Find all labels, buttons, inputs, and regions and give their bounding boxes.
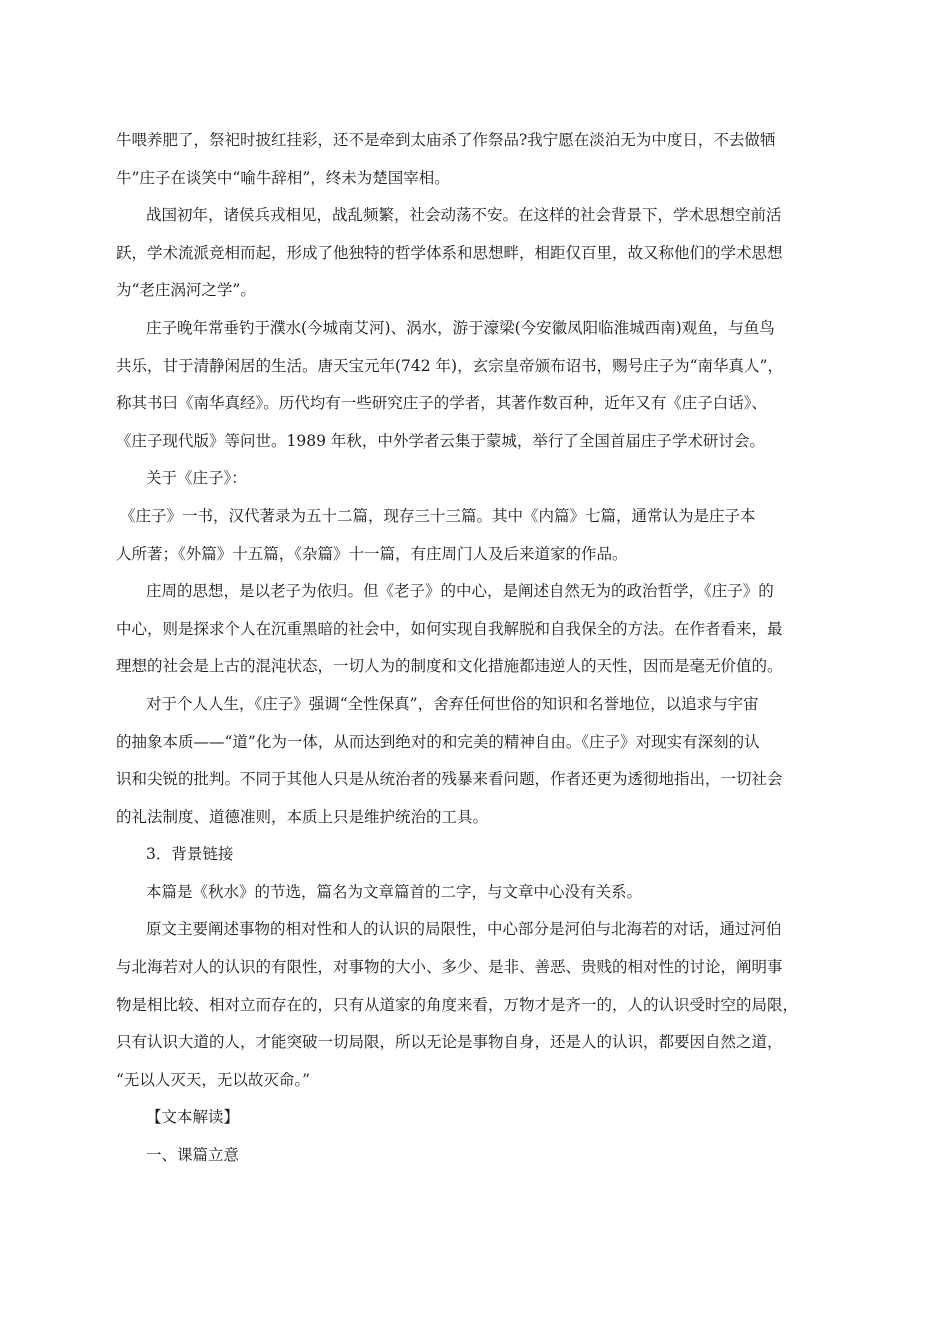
text-line: 《庄子现代版》等问世。1989 年秋，中外学者云集于蒙城，举行了全国首届庄子学术研讨会。 <box>116 431 765 450</box>
text-line: 牛”庄子在谈笑中“喻牛辞相”，终未为楚国宰相。 <box>116 168 450 187</box>
text-line: 只有认识大道的人，才能突破一切局限，所以无论是事物自身，还是人的认识，都要因自然之道， <box>116 1033 783 1052</box>
text-line: 庄周的思想，是以老子为依归。但《老子》的中心，是阐述自然无为的政治哲学，《庄子》的 <box>146 582 774 601</box>
text-line: 的抽象本质——“道”化为一体，从而达到绝对的和完美的精神自由。《庄子》对现实有深刻的认 <box>116 732 760 751</box>
text-line: 为“老庄涡河之学”。 <box>116 281 256 300</box>
text-line: 的礼法制度、道德准则，本质上只是维护统治的工具。 <box>116 807 489 826</box>
text-line: 一、课篇立意 <box>146 1146 240 1165</box>
text-line: 与北海若对人的认识的有限性，对事物的大小、多少、是非、善恶、贵贱的相对性的讨论，阐明事 <box>116 958 783 977</box>
text-line: 3．背景链接 <box>146 845 234 864</box>
text-line: 称其书曰《南华真经》。历代均有一些研究庄子的学者，其著作数百种，近年又有《庄子白话》、 <box>116 394 768 413</box>
document-body <box>116 122 836 1175</box>
text-line: “无以人灭天，无以故灭命。” <box>116 1070 311 1089</box>
text-line: 理想的社会是上古的混沌状态，一切人为的制度和文化措施都违逆人的天性，因而是毫无价值的。 <box>116 657 783 676</box>
text-line: 战国初年，诸侯兵戎相见，战乱频繁，社会动荡不安。在这样的社会背景下，学术思想空前活 <box>146 206 782 225</box>
text-line: 庄子晚年常垂钓于濮水(今城南艾河)、涡水，游于濠梁(今安徽凤阳临淮城西南)观鱼，与鱼鸟 <box>146 318 775 337</box>
text-line: 共乐，甘于清静闲居的生活。唐天宝元年(742 年)，玄宗皇帝颁布诏书，赐号庄子为“南华真人”， <box>116 356 783 375</box>
text-line: 本篇是《秋水》的节选，篇名为文章篇首的二字，与文章中心没有关系。 <box>146 882 643 901</box>
text-line: 《庄子》一书，汉代著录为五十二篇，现存三十三篇。其中《内篇》七篇，通常认为是庄子本 <box>120 506 756 525</box>
text-line: 跃，学术流派竞相而起，形成了他独特的哲学体系和思想畔，相距仅百里，故又称他们的学术思想 <box>116 243 783 262</box>
text-line: 【文本解读】 <box>146 1108 240 1127</box>
text-line: 关于《庄子》： <box>146 469 247 488</box>
text-line: 中心，则是探求个人在沉重黑暗的社会中，如何实现自我解脱和自我保全的方法。在作者看来，最 <box>116 619 783 638</box>
text-line: 对于个人人生，《庄子》强调“全性保真”，舍弃任何世俗的知识和名誉地位，以追求与宇宙 <box>146 694 759 713</box>
text-line: 物是相比较、相对立而存在的，只有从道家的角度来看，万物才是齐一的，人的认识受时空的局限， <box>116 995 799 1014</box>
text-line: 牛喂养肥了，祭祀时披红挂彩，还不是牵到太庙杀了作祭品?我宁愿在淡泊无为中度日，不去做牺 <box>116 131 776 149</box>
text-line: 原文主要阐述事物的相对性和人的认识的局限性，中心部分是河伯与北海若的对话，通过河伯 <box>146 920 782 939</box>
text-line: 识和尖锐的批判。不同于其他人只是从统治者的残暴来看问题，作者还更为透彻地指出，一切社会 <box>116 770 783 789</box>
text-line: 人所著；《外篇》十五篇，《杂篇》十一篇，有庄周门人及后来道家的作品。 <box>116 544 628 563</box>
